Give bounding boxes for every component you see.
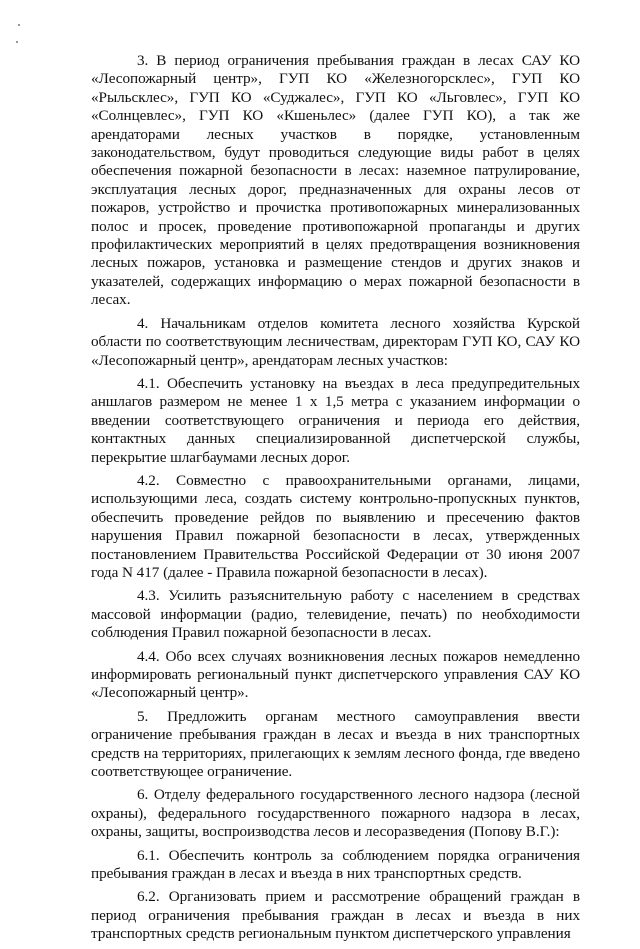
paragraph-6-2: 6.2. Организовать прием и рассмотрение обращений граждан в период ограничения пребывания граждан в лесах и въезда в них транспортных средств региональным пунктом диспетчерского управления [91,888,580,943]
paragraph-6: 6. Отделу федерального государственного лесного надзора (лесной охраны), федерального государственного пожарного надзора в лесах, охраны, защиты, воспроизводства лесов и лесоразведения (Попову В.Г.): [91,786,580,841]
paragraph-4-2: 4.2. Совместно с правоохранительными органами, лицами, использующими леса, создать систему контрольно-пропускных пунктов, обеспечить проведение рейдов по выявлению и пресечению фактов нарушения Правил пожарной безопасности в лесах, утвержденных постановлением Правительства Российской Федерации от 30 июня 2007 года N 417 (далее - Правила пожарной безопасности в лесах). [91,471,580,581]
paragraph-4-4: 4.4. Обо всех случаях возникновения лесных пожаров немедленно информировать региональный пункт диспетчерского управления САУ КО «Лесопожарный центр». [91,647,580,702]
scan-speck [18,24,20,26]
paragraph-3: 3. В период ограничения пребывания граждан в лесах САУ КО «Лесопожарный центр», ГУП КО «Железногорсклес», ГУП КО «Рыльсклес», ГУП КО «Суджалес», ГУП КО «Льговлес», ГУП КО «Солнцевлес», ГУП КО «Кшеньлес» (далее ГУП КО), а так же арендаторами лесных участков в порядке, установленным законодательством, будут проводиться следующие виды работ в целях обеспечения пожарной безопасности в лесах: наземное патрулирование, эксплуатация лесных дорог, предназначенных для охраны лесов от пожаров, устройство и прочистка противопожарных минерализованных полос и просек, проведение противопожарной пропаганды и других профилактических мероприятий в целях предотвращения возникновения лесных пожаров, установка и размещение стендов и других знаков и указателей, содержащих информацию о мерах пожарной безопасности в лесах. [91,52,580,309]
paragraph-4-3: 4.3. Усилить разъяснительную работу с населением в средствах массовой информации (радио, телевидение, печать) по необходимости соблюдения Правил пожарной безопасности в лесах. [91,587,580,642]
paragraph-5: 5. Предложить органам местного самоуправления ввести ограничение пребывания граждан в лесах и въезда в них транспортных средств на территориях, прилегающих к землям лесного фонда, где введено соответствующее ограничение. [91,707,580,781]
scan-speck [16,41,18,43]
paragraph-4-1: 4.1. Обеспечить установку на въездах в леса предупредительных аншлагов размером не менее 1 х 1,5 метра с указанием информации о введении соответствующего ограничения и периода его действия, контактных данных специализированной диспетчерской службы, перекрытие шлагбаумами лесных дорог. [91,374,580,466]
paragraph-4: 4. Начальникам отделов комитета лесного хозяйства Курской области по соответствующим лесничествам, директорам ГУП КО, САУ КО «Лесопожарный центр», арендаторам лесных участков: [91,314,580,369]
document-body [91,52,580,949]
paragraph-6-1: 6.1. Обеспечить контроль за соблюдением порядка ограничения пребывания граждан в лесах и въезда в них транспортных средств. [91,846,580,883]
